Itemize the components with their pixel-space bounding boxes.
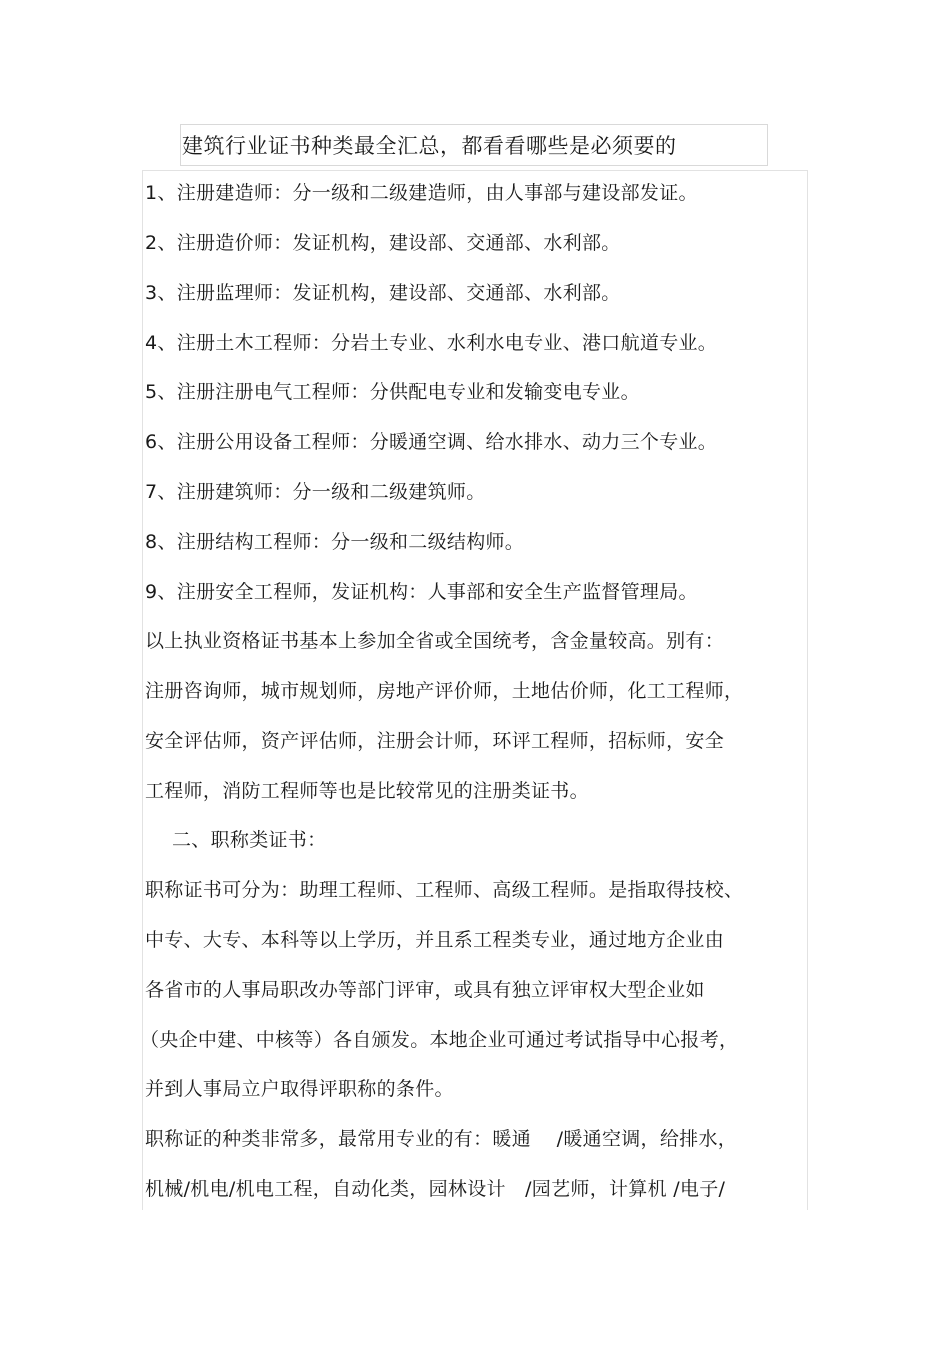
document-title: 建筑行业证书种类最全汇总，都看看哪些是必须要的 <box>182 134 677 158</box>
text-line-3: 3、注册监理师：发证机构，建设部、交通部、水利部。 <box>145 282 621 304</box>
text-line-17: 各省市的人事局职改办等部门评审，或具有独立评审权大型企业如 <box>145 979 705 1001</box>
text-line-5: 5、注册注册电气工程师：分供配电专业和发输变电专业。 <box>145 381 640 403</box>
section-heading: 二、职称类证书： <box>172 829 327 851</box>
text-line-9: 9、注册安全工程师，发证机构：人事部和安全生产监督管理局。 <box>145 581 698 603</box>
text-line-16: 中专、大专、本科等以上学历，并且系工程类专业，通过地方企业由 <box>145 929 725 951</box>
text-line-1: 1、注册建造师：分一级和二级建造师，由人事部与建设部发证。 <box>145 182 698 204</box>
text-line-13: 工程师，消防工程师等也是比较常见的注册类证书。 <box>145 780 589 802</box>
text-line-2: 2、注册造价师：发证机构，建设部、交通部、水利部。 <box>145 232 621 254</box>
text-line-6: 6、注册公用设备工程师：分暖通空调、给水排水、动力三个专业。 <box>145 431 718 453</box>
text-line-11: 注册咨询师，城市规划师，房地产评价师，土地估价师，化工工程师， <box>145 680 744 702</box>
text-line-18: （央企中建、中核等）各自颁发。本地企业可通过考试指导中心报考， <box>140 1029 739 1051</box>
text-line-12: 安全评估师，资产评估师，注册会计师，环评工程师，招标师，安全 <box>145 730 725 752</box>
text-line-19: 并到人事局立户取得评职称的条件。 <box>145 1078 454 1100</box>
text-line-21: 机械/机电/机电工程，自动化类，园林设计 /园艺师，计算机 /电子/ <box>145 1178 726 1200</box>
text-line-15: 职称证书可分为：助理工程师、工程师、高级工程师。是指取得技校、 <box>145 879 744 901</box>
text-line-4: 4、注册土木工程师：分岩土专业、水利水电专业、港口航道专业。 <box>145 332 718 354</box>
text-line-7: 7、注册建筑师：分一级和二级建筑师。 <box>145 481 486 503</box>
text-line-10: 以上执业资格证书基本上参加全省或全国统考，含金量较高。别有： <box>145 630 725 652</box>
text-line-8: 8、注册结构工程师：分一级和二级结构师。 <box>145 531 525 553</box>
text-line-20: 职称证的种类非常多，最常用专业的有：暖通 /暖通空调，给排水， <box>145 1128 738 1150</box>
